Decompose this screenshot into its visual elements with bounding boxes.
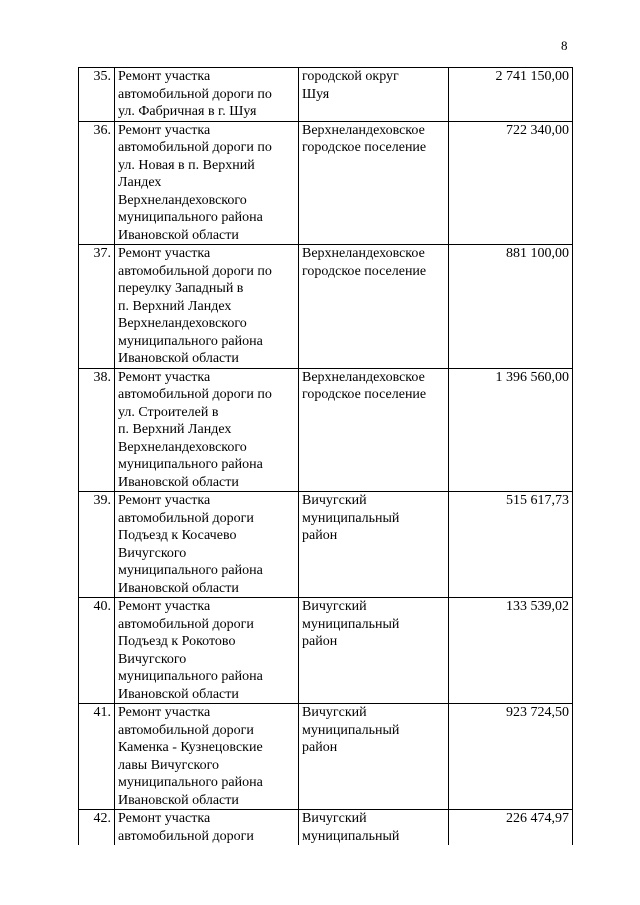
work-description-line: Ивановской области — [118, 792, 239, 808]
work-description-line: Ремонт участка — [118, 705, 211, 720]
work-description — [115, 704, 299, 810]
row-number: 36. — [79, 121, 115, 245]
work-description-line: Верхнеландеховского — [118, 439, 247, 455]
roads-table — [78, 67, 573, 845]
work-description-line: п. Верхний Ландех — [118, 298, 232, 314]
work-description-line: автомобильной дороги — [118, 616, 254, 632]
work-description — [115, 492, 299, 598]
work-description-line: Ремонт участка — [118, 599, 211, 614]
municipality — [299, 245, 449, 369]
work-description-line: Каменка - Кузнецовские — [118, 740, 263, 755]
municipality — [299, 810, 449, 846]
municipality-line: городское поселение — [302, 387, 427, 402]
table-row — [79, 810, 573, 846]
work-description — [115, 810, 299, 846]
municipality-line: Вичугский — [302, 493, 367, 508]
municipality-line: район — [302, 634, 338, 649]
table-row — [79, 492, 573, 598]
municipality — [299, 121, 449, 245]
municipality-line: муниципальный — [302, 510, 400, 526]
amount: 133 539,02 — [449, 598, 573, 704]
work-description-line: автомобильной дороги — [118, 722, 254, 738]
work-description-line: ул. Новая в п. Верхний — [118, 157, 255, 173]
municipality-line: район — [302, 528, 338, 543]
work-description-line: Подъезд к Косачево — [118, 528, 237, 543]
work-description-line: Подъезд к Рокотово — [118, 634, 236, 649]
municipality-line: городское поселение — [302, 140, 427, 155]
row-number: 38. — [79, 368, 115, 492]
work-description-line: Ивановской области — [118, 351, 239, 366]
municipality-line: муниципальный — [302, 616, 400, 632]
work-description-line: автомобильной дороги по — [118, 86, 272, 102]
municipality — [299, 598, 449, 704]
work-description-line: Ивановской области — [118, 686, 239, 702]
work-description-line: муниципального района — [118, 333, 263, 349]
table-row — [79, 704, 573, 810]
work-description-line: автомобильной дороги по — [118, 387, 272, 402]
row-number: 37. — [79, 245, 115, 369]
municipality-line: Вичугский — [302, 705, 367, 720]
table-row — [79, 368, 573, 492]
municipality-line: городской округ — [302, 69, 399, 84]
work-description — [115, 121, 299, 245]
municipality-line: Вичугский — [302, 811, 367, 826]
amount: 923 724,50 — [449, 704, 573, 810]
work-description — [115, 368, 299, 492]
work-description-line: переулку Западный в — [118, 281, 244, 296]
work-description-line: муниципального района — [118, 210, 263, 225]
work-description — [115, 245, 299, 369]
amount: 1 396 560,00 — [449, 368, 573, 492]
work-description-line: муниципального района — [118, 669, 263, 684]
work-description — [115, 598, 299, 704]
municipality — [299, 704, 449, 810]
work-description-line: Ремонт участка — [118, 493, 211, 508]
work-description-line: автомобильной дороги — [118, 828, 254, 844]
work-description-line: Верхнеландеховского — [118, 192, 247, 208]
municipality — [299, 68, 449, 122]
amount: 515 617,73 — [449, 492, 573, 598]
municipality-line: Верхнеландеховское — [302, 246, 425, 261]
work-description-line: Ивановской области — [118, 580, 239, 596]
work-description-line: Вичугского — [118, 545, 187, 561]
amount: 722 340,00 — [449, 121, 573, 245]
work-description-line: Ремонт участка — [118, 811, 211, 826]
table-row — [79, 245, 573, 369]
municipality-line: Верхнеландеховское — [302, 369, 425, 385]
work-description-line: п. Верхний Ландех — [118, 422, 232, 437]
municipality-line: Вичугский — [302, 599, 367, 614]
municipality-line: Верхнеландеховское — [302, 122, 425, 138]
municipality-line: городское поселение — [302, 263, 427, 279]
row-number: 39. — [79, 492, 115, 598]
work-description-line: муниципального района — [118, 563, 263, 578]
work-description-line: муниципального района — [118, 457, 263, 472]
work-description-line: автомобильной дороги по — [118, 263, 272, 279]
municipality — [299, 368, 449, 492]
row-number: 40. — [79, 598, 115, 704]
amount: 881 100,00 — [449, 245, 573, 369]
work-description-line: Ремонт участка — [118, 122, 211, 138]
table-row — [79, 68, 573, 122]
work-description-line: Ивановской области — [118, 227, 239, 243]
table-body — [79, 68, 573, 846]
work-description-line: автомобильной дороги — [118, 510, 254, 526]
work-description-line: Верхнеландеховского — [118, 316, 247, 331]
work-description-line: автомобильной дороги по — [118, 140, 272, 155]
municipality-line: муниципальный — [302, 828, 400, 844]
work-description-line: муниципального района — [118, 775, 263, 790]
work-description-line: ул. Фабричная в г. Шуя — [118, 104, 257, 119]
row-number: 35. — [79, 68, 115, 122]
work-description-line: лавы Вичугского — [118, 757, 220, 773]
table-row — [79, 598, 573, 704]
amount: 226 474,97 — [449, 810, 573, 846]
work-description-line: Ремонт участка — [118, 369, 211, 385]
municipality-line: муниципальный — [302, 722, 400, 738]
page-number: 8 — [561, 38, 568, 53]
work-description-line: Ремонт участка — [118, 246, 211, 261]
work-description-line: Ремонт участка — [118, 69, 211, 84]
municipality — [299, 492, 449, 598]
table-row — [79, 121, 573, 245]
work-description-line: Ландех — [118, 175, 162, 190]
row-number: 42. — [79, 810, 115, 846]
municipality-line: Шуя — [302, 86, 330, 102]
municipality-line: район — [302, 740, 338, 755]
row-number: 41. — [79, 704, 115, 810]
work-description-line: ул. Строителей в — [118, 404, 219, 420]
work-description-line: Ивановской области — [118, 474, 239, 490]
work-description — [115, 68, 299, 122]
amount: 2 741 150,00 — [449, 68, 573, 122]
work-description-line: Вичугского — [118, 651, 187, 667]
